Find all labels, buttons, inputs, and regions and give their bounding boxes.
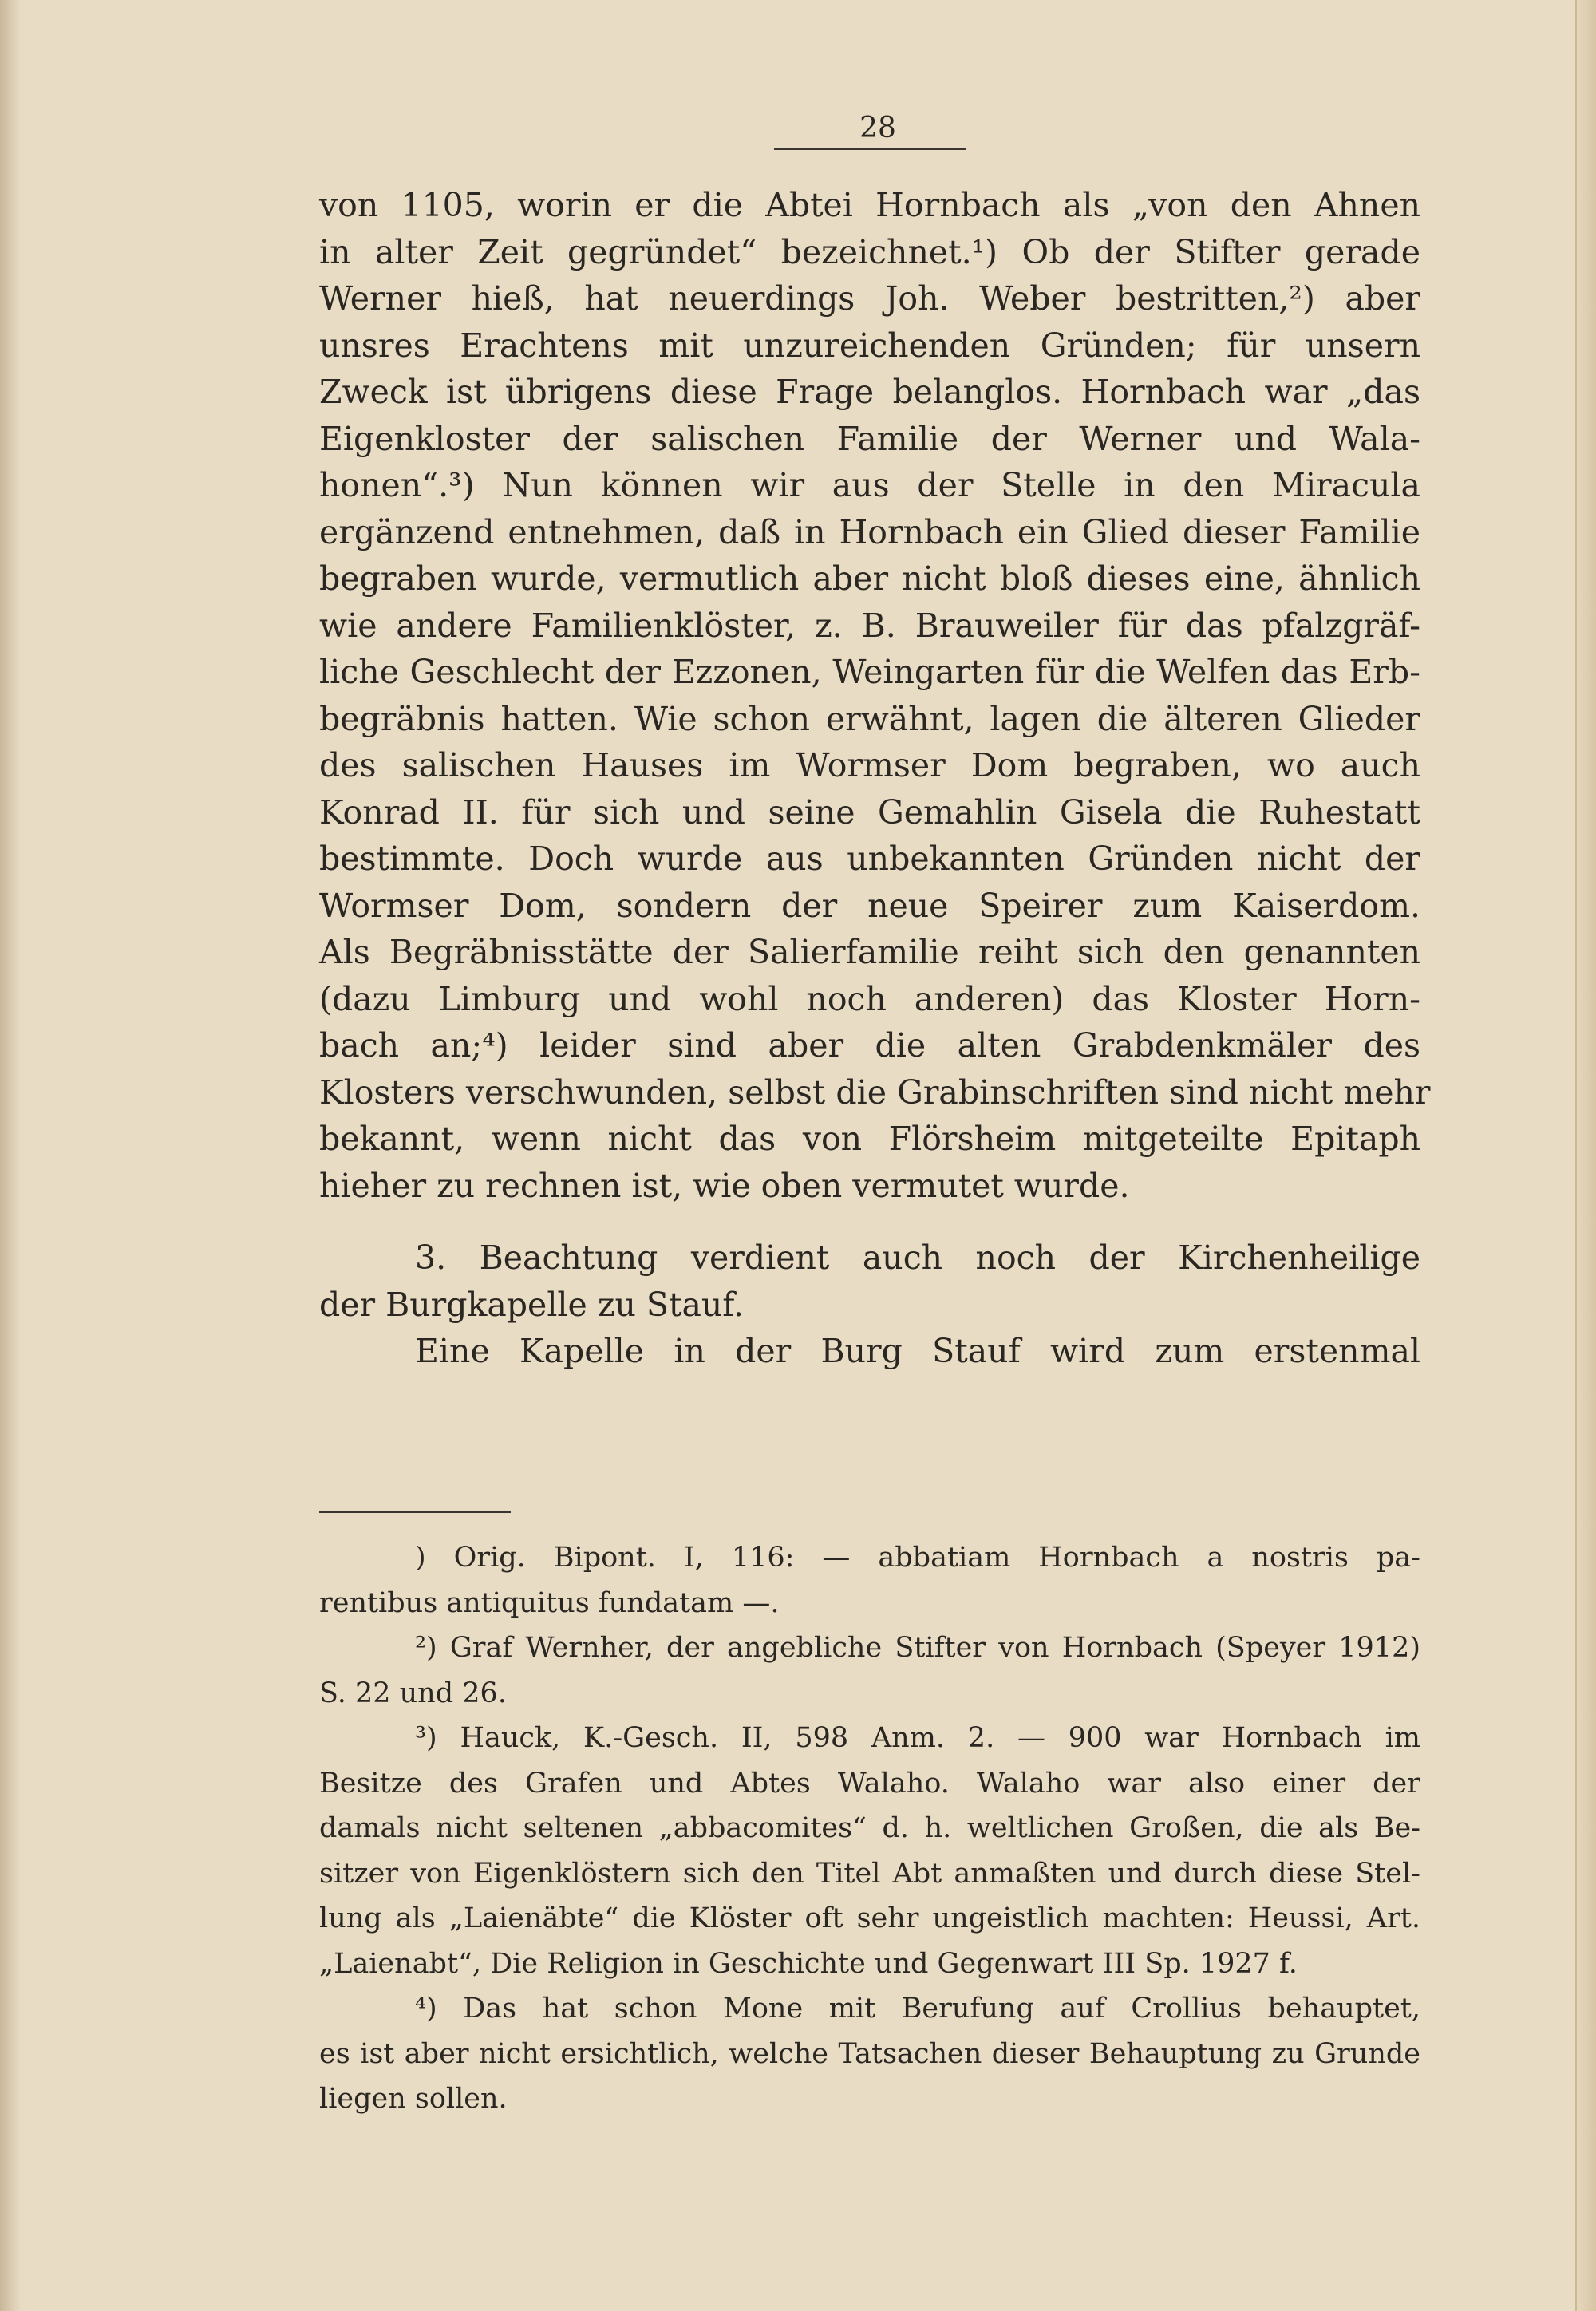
- footnote-line: ²) Graf Wernher, der angebliche Stifter von Hornbach (Speyer 1912): [415, 1632, 1420, 1664]
- section-spacer: [319, 1209, 1420, 1235]
- text-line: begräbnis hatten. Wie schon erwähnt, lagen die älteren Glieder: [319, 699, 1420, 738]
- page-edge: [1575, 0, 1596, 2311]
- text-line: Eigenkloster der salischen Familie der Werner und Wala-: [319, 419, 1420, 458]
- text-line: Als Begräbnisstätte der Salierfamilie reiht sich den genannten: [319, 933, 1420, 971]
- footnote-line: Besitze des Grafen und Abtes Walaho. Walaho war also einer der: [319, 1767, 1420, 1799]
- section-heading-line: 3. Beachtung verdient auch noch der Kirchenheilige: [415, 1238, 1420, 1277]
- footnote-line: es ist aber nicht ersichtlich, welche Tatsachen dieser Behauptung zu Grunde: [319, 2037, 1420, 2070]
- text-line: begraben wurde, vermutlich aber nicht bloß dieses eine, ähnlich: [319, 559, 1420, 598]
- text-line: bestimmte. Doch wurde aus unbekannten Gründen nicht der: [319, 839, 1420, 878]
- header-rule: [774, 148, 966, 150]
- footnote-line: „Laienabt“, Die Religion in Geschichte und Gegenwart III Sp. 1927 f.: [319, 1947, 1298, 1980]
- footnote-line: ⁴) Das hat schon Mone mit Berufung auf Crollius behauptet,: [415, 1993, 1420, 2025]
- text-line: honen“.³) Nun können wir aus der Stelle in den Miracula: [319, 466, 1420, 504]
- page-gutter-shadow: [0, 0, 21, 2311]
- text-line: hieher zu rechnen ist, wie oben vermutet wurde.: [319, 1166, 1130, 1205]
- footnotes: [319, 1535, 1420, 2122]
- text-line: Zweck ist übrigens diese Frage belanglos. Hornbach war „das: [319, 373, 1420, 411]
- footnote-line: sitzer von Eigenklöstern sich den Titel Abt anmaßten und durch diese Stel-: [319, 1857, 1420, 1890]
- text-line: Wormser Dom, sondern der neue Speirer zum Kaiserdom.: [319, 886, 1420, 925]
- footnote-line: rentibus antiquitus fundatam —.: [319, 1586, 780, 1619]
- main-text: [319, 182, 1431, 1375]
- footnote-line: damals nicht seltenen „abbacomites“ d. h. weltlichen Großen, die als Be-: [319, 1812, 1420, 1844]
- text-line: des salischen Hauses im Wormser Dom begraben, wo auch: [319, 746, 1420, 784]
- page-number: 28: [859, 112, 896, 144]
- text-line: wie andere Familienklöster, z. B. Brauweiler für das pfalzgräf-: [319, 606, 1420, 645]
- text-line: Werner hieß, hat neuerdings Joh. Weber bestritten,²) aber: [319, 279, 1420, 318]
- text-line: von 1105, worin er die Abtei Hornbach als „von den Ahnen: [319, 186, 1420, 224]
- text-line: Klosters verschwunden, selbst die Grabinschriften sind nicht mehr: [319, 1073, 1431, 1112]
- text-line: ergänzend entnehmen, daß in Hornbach ein Glied dieser Familie: [319, 512, 1420, 551]
- footnote-line: ) Orig. Bipont. I, 116: — abbatiam Hornbach a nostris pa-: [415, 1542, 1420, 1574]
- text-line: liche Geschlecht der Ezzonen, Weingarten für die Welfen das Erb-: [319, 653, 1420, 691]
- text-line: (dazu Limburg und wohl noch anderen) das Kloster Horn-: [319, 979, 1420, 1018]
- text-line: Eine Kapelle in der Burg Stauf wird zum erstenmal: [415, 1332, 1420, 1370]
- footnote-line: lung als „Laienäbte“ die Klöster oft sehr ungeistlich machten: Heussi, Art.: [319, 1902, 1420, 1934]
- footnote-rule: [319, 1511, 511, 1513]
- footnote-line: liegen sollen.: [319, 2083, 508, 2115]
- text-line: bach an;⁴) leider sind aber die alten Grabdenkmäler des: [319, 1026, 1420, 1065]
- text-line: in alter Zeit gegründet“ bezeichnet.¹) Ob der Stifter gerade: [319, 232, 1420, 271]
- section-heading-line: der Burgkapelle zu Stauf.: [319, 1285, 745, 1324]
- footnote-line: ³) Hauck, K.-Gesch. II, 598 Anm. 2. — 900 war Hornbach im: [415, 1722, 1420, 1754]
- footnote-line: S. 22 und 26.: [319, 1677, 507, 1709]
- text-line: unsres Erachtens mit unzureichenden Gründen; für unsern: [319, 326, 1420, 365]
- text-line: Konrad II. für sich und seine Gemahlin Gisela die Ruhestatt: [319, 792, 1420, 832]
- text-line: bekannt, wenn nicht das von Flörsheim mitgeteilte Epitaph: [319, 1120, 1420, 1158]
